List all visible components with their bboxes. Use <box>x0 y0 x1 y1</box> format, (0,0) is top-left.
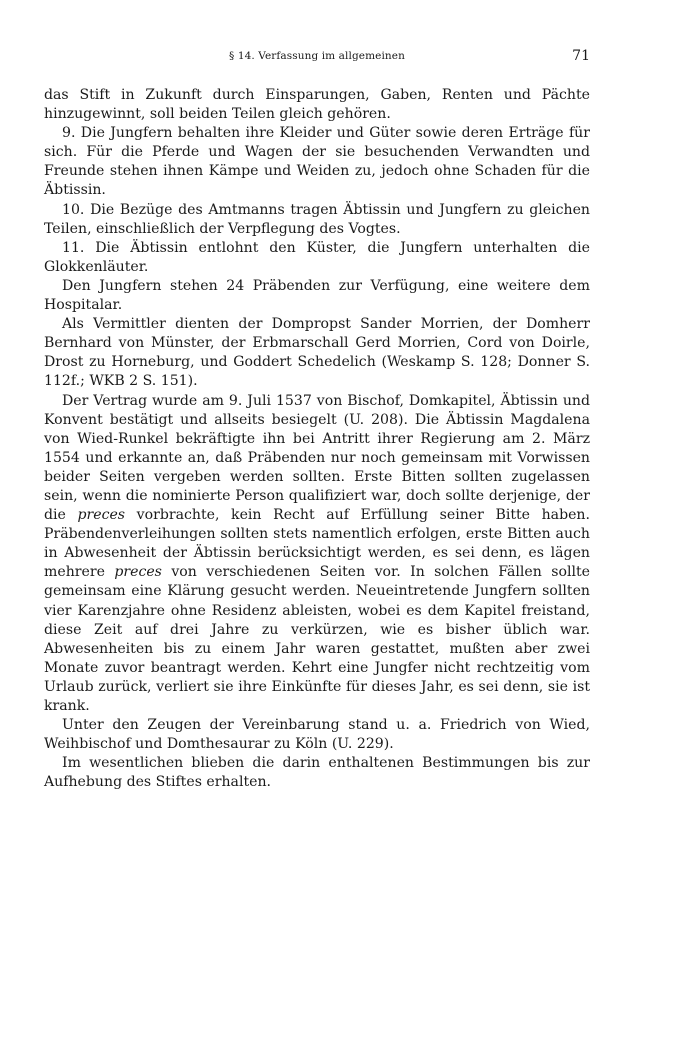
book-page <box>44 48 590 1018</box>
paragraph-witnesses: Unter den Zeugen der Vereinbarung stand u. a. Friedrich von Wied, Weihbischof und Domthesaurar zu Köln (U. 229). <box>44 717 590 753</box>
preces-term: preces <box>114 564 162 581</box>
running-head <box>44 48 590 72</box>
page-number: 71 <box>572 48 590 64</box>
paragraph-mediators: Als Vermittler dienten der Dompropst Sander Morrien, der Domherr Bernhard von Münster, der Erbmarschall Gerd Morrien, Cord von Doirle, Drost zu Horneburg, und Goddert Schedelich (Weskamp S. 128; Donner S. 112f.; WKB 2 S. 151). <box>44 316 590 390</box>
paragraph-item-10: 10. Die Bezüge des Amtmanns tragen Äbtissin und Jungfern zu gleichen Teilen, einschließlich der Verpflegung des Vogtes. <box>44 201 590 237</box>
paragraph-item-11: 11. Die Äbtissin entlohnt den Küster, die Jungfern unterhalten die Glokkenläuter. <box>44 239 590 275</box>
preces-term: preces <box>77 507 126 524</box>
paragraph-conclusion: Im wesentlichen blieben die darin enthaltenen Bestimmungen bis zur Aufhebung des Stiftes erhalten. <box>44 755 590 791</box>
treaty-text-part-3: von verschiedenen Seiten vor. In solchen Fällen sollte gemeinsam eine Klärung gesucht werden. Neueintretende Jungfern sollten vier Karenzjahre ohne Residenz ableisten, wobei es dem Kapitel freistand, diese Zeit auf drei Jahre zu verkürzen, wie es bisher üblich war. Abwesenheiten bis zu einem Jahr waren gestattet, mußten aber zwei Monate zuvor beantragt werden. Kehrt eine Jungfer nicht rechtzeitig vom Urlaub zurück, verliert sie ihre Einkünfte für dieses Jahr, es sei denn, sie ist krank. <box>44 564 590 714</box>
treaty-text-part-1: Der Vertrag wurde am 9. Juli 1537 von Bischof, Domkapitel, Äbtissin und Konvent bestätigt und allseits besiegelt (U. 208). Die Äbtissin Magdalena von Wied-Runkel bekräftigte ihn bei Antritt ihrer Regierung am 2. März 1554 und erkannte an, daß Präbenden nur noch gemeinsam mit Vorwissen beider Seiten vergeben werden sollten. Erste Bitten sollten zugelassen sein, wenn die nominierte Person qualifiziert war, doch sollte derjenige, der die <box>44 392 590 524</box>
running-title: § 14. Verfassung im allgemeinen <box>229 50 405 62</box>
body-text <box>44 86 590 792</box>
paragraph-continuation: das Stift in Zukunft durch Einsparungen, Gaben, Renten und Pächte hinzugewinnt, soll beiden Teilen gleich gehören. <box>44 87 590 123</box>
paragraph-item-9: 9. Die Jungfern behalten ihre Kleider und Güter sowie deren Erträge für sich. Für die Pferde und Wagen der sie besuchenden Verwandten und Freunde stehen ihnen Kämpe und Weiden zu, jedoch ohne Schaden für die Äbtissin. <box>44 125 590 199</box>
treaty-text-part-2: vorbrachte, kein Recht auf Erfüllung seiner Bitte haben. Präbendenverleihungen sollten stets namentlich erfolgen, erste Bitten auch in Abwesenheit der Äbtissin berücksichtigt werden, es sei denn, es lägen mehrere <box>44 507 590 581</box>
paragraph-prebends: Den Jungfern stehen 24 Präbenden zur Verfügung, eine weitere dem Hospitalar. <box>44 277 590 314</box>
paragraph-treaty <box>44 392 590 717</box>
